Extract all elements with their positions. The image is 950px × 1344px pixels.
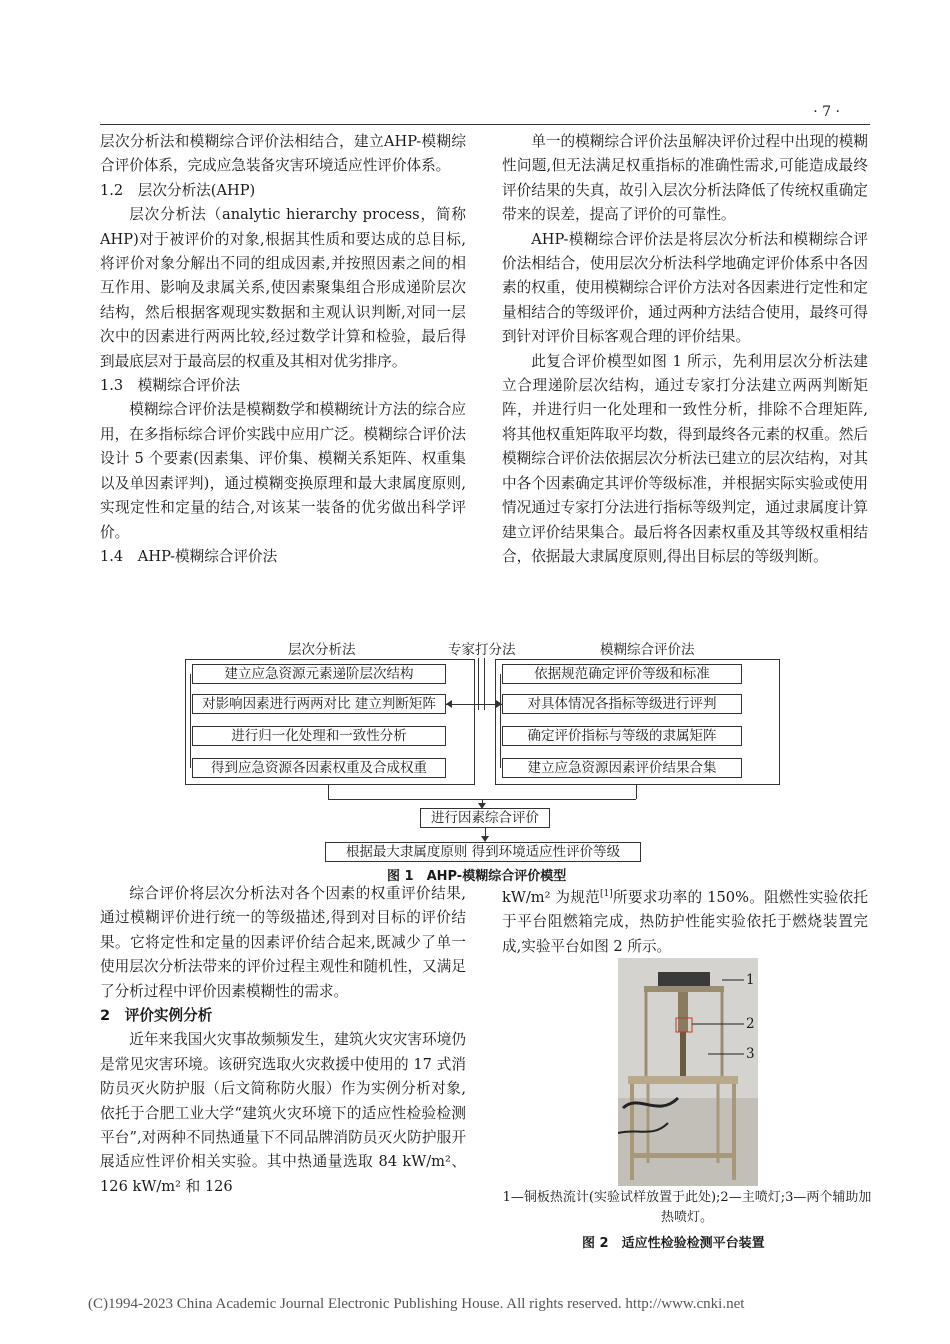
connector bbox=[636, 785, 637, 799]
paragraph: 层次分析法（analytic hierarchy process，简称AHP)对于被评价的对象,根据其性质和要达成的总目标,将评价对象分解出不同的组成因素,并按照因素之间的相互作用、影响及隶属关系,使因素聚集组合形成递阶层次结构，然后根据客观现实数据和主观认识判断,对同一层次中的因素进行两两比较,经过数学计算和检验，最后得到最底层对于最高层的权重及其相对优劣排序。 bbox=[100, 206, 466, 370]
arrow bbox=[496, 700, 502, 708]
paragraph: AHP-模糊综合评价法是将层次分析法和模糊综合评价法相结合，使用层次分析法科学地确定评价体系中各因素的权重，使用模糊综合评价方法对各因素进行定性和定量相结合的等级评价，通过两种方法结合使用，最终可得到针对评价目标客观合理的评价结果。 bbox=[502, 230, 868, 346]
right-step-2: 对具体情况各指标等级进行评判 bbox=[502, 694, 742, 714]
section-heading-1-3: 1.3 模糊综合评价法 bbox=[100, 377, 240, 395]
figure-1-diagram bbox=[180, 632, 780, 882]
right-step-4: 建立应急资源因素评价结果合集 bbox=[502, 758, 742, 778]
section-heading-2: 2 评价实例分析 bbox=[100, 1007, 213, 1025]
merge-step: 进行因素综合评价 bbox=[420, 808, 550, 828]
connector bbox=[500, 674, 501, 768]
connector bbox=[328, 785, 329, 799]
right-step-3: 确定评价指标与等级的隶属矩阵 bbox=[502, 726, 742, 746]
label-expert-scoring: 专家打分法 bbox=[448, 642, 516, 658]
connector bbox=[478, 658, 479, 710]
figure-2-caption: 图 2 适应性检验检测平台装置 bbox=[582, 1236, 765, 1251]
section-heading-1-4: 1.4 AHP-模糊综合评价法 bbox=[100, 547, 278, 565]
left-step-4: 得到应急资源各因素权重及合成权重 bbox=[192, 758, 446, 778]
label-ahp: 层次分析法 bbox=[288, 642, 356, 658]
copyright-footer: (C)1994-2023 China Academic Journal Electronic Publishing House. All rights reserved. http://www.cnki.net bbox=[88, 1296, 745, 1312]
marker-3: 3 bbox=[746, 1046, 755, 1062]
paragraph: 模糊综合评价法是模糊数学和模糊统计方法的综合应用，在多指标综合评价实践中应用广泛。模糊综合评价法设计 5 个要素(因素集、评价集、模糊关系矩阵、权重集以及单因素评判)，通过模糊变换原理和最大隶属度原则,实现定性和定量的结合,对该某一装备的优劣做出科学评价。 bbox=[100, 401, 466, 541]
left-step-3: 进行归一化处理和一致性分析 bbox=[192, 726, 446, 746]
left-step-1: 建立应急资源元素递阶层次结构 bbox=[192, 664, 446, 684]
right-column-top bbox=[502, 130, 868, 569]
header-rule bbox=[100, 124, 870, 125]
connector bbox=[190, 674, 191, 768]
connector bbox=[484, 658, 485, 710]
paragraph: 近年来我国火灾事故频频发生，建筑火灾灾害环境仍是常见灾害环境。该研究选取火灾救援中使用的 17 式消防员灭火防护服（后文简称防火服）作为实例分析对象,依托于合肥工业大学“建筑火灾环境下的适应性检验检测平台”,对两种不同热通量下不同品牌消防员灭火防护服开展适应性评价相关实验。其中热通量选取 84 kW/m²、126 kW/m² 和 126 bbox=[100, 1031, 466, 1195]
test-platform-photo bbox=[618, 958, 758, 1186]
page-number: · 7 · bbox=[813, 104, 840, 120]
right-column-bottom bbox=[502, 882, 868, 959]
section-heading-1-2: 1.2 层次分析法(AHP) bbox=[100, 181, 256, 199]
figure-2-note: 1—铜板热流计(实验试样放置于此处);2—主喷灯;3—两个辅助加热喷灯。 bbox=[502, 1190, 872, 1225]
left-step-2: 对影响因素进行两两对比 建立判断矩阵 bbox=[192, 694, 446, 714]
marker-2: 2 bbox=[746, 1016, 755, 1032]
test-platform-illustration bbox=[618, 958, 758, 1186]
reference-marker[interactable]: [1] bbox=[600, 889, 613, 899]
paragraph: 层次分析法和模糊综合评价法相结合，建立AHP-模糊综合评价体系，完成应急装备灾害环境适应性评价体系。 bbox=[100, 133, 466, 175]
arrow bbox=[446, 700, 452, 708]
right-step-1: 依据规范确定评价等级和标准 bbox=[502, 664, 742, 684]
paragraph: kW/m² 为规范[1]所要求功率的 150%。阻燃性实验依托于平台阻燃箱完成，热防护性能实验依托于燃烧装置完成,实验平台如图 2 所示。 bbox=[502, 888, 868, 955]
paragraph: 此复合评价模型如图 1 所示，先利用层次分析法建立合理递阶层次结构，通过专家打分法建立两两判断矩阵，并进行归一化处理和一致性分析，排除不合理矩阵,将其他权重矩阵取平均数，得到最终各元素的权重。然后模糊综合评价法依据层次分析法已建立的层次结构，对其中各个因素确定其评价等级标准，并根据实际实验或使用情况通过专家打分法进行指标等级判定，通过隶属度计算建立评价结果集合。最后将各因素权重及其等级权重相结合，依据最大隶属度原则,得出目标层的等级判断。 bbox=[502, 352, 868, 565]
paragraph: 单一的模糊综合评价法虽解决评价过程中出现的模糊性问题,但无法满足权重指标的准确性需求,可能造成最终评价结果的失真，故引入层次分析法降低了传统权重确定带来的误差，提高了评价的可靠性。 bbox=[502, 133, 868, 224]
figure-1-caption: 图 1 AHP-模糊综合评价模型 bbox=[387, 869, 567, 884]
paragraph: 综合评价将层次分析法对各个因素的权重评价结果,通过模糊评价进行统一的等级描述,得到对目标的评价结果。它将定性和定量的因素评价结合起来,既减少了单一使用层次分析法带来的评价过程主观性和随机性，又满足了分析过程中评价因素模糊性的需求。 bbox=[100, 885, 466, 1000]
left-column-top bbox=[100, 130, 466, 569]
final-step: 根据最大隶属度原则 得到环境适应性评价等级 bbox=[325, 842, 641, 862]
label-fuzzy: 模糊综合评价法 bbox=[600, 642, 695, 658]
marker-1: 1 bbox=[746, 972, 755, 988]
left-column-bottom bbox=[100, 882, 466, 1199]
